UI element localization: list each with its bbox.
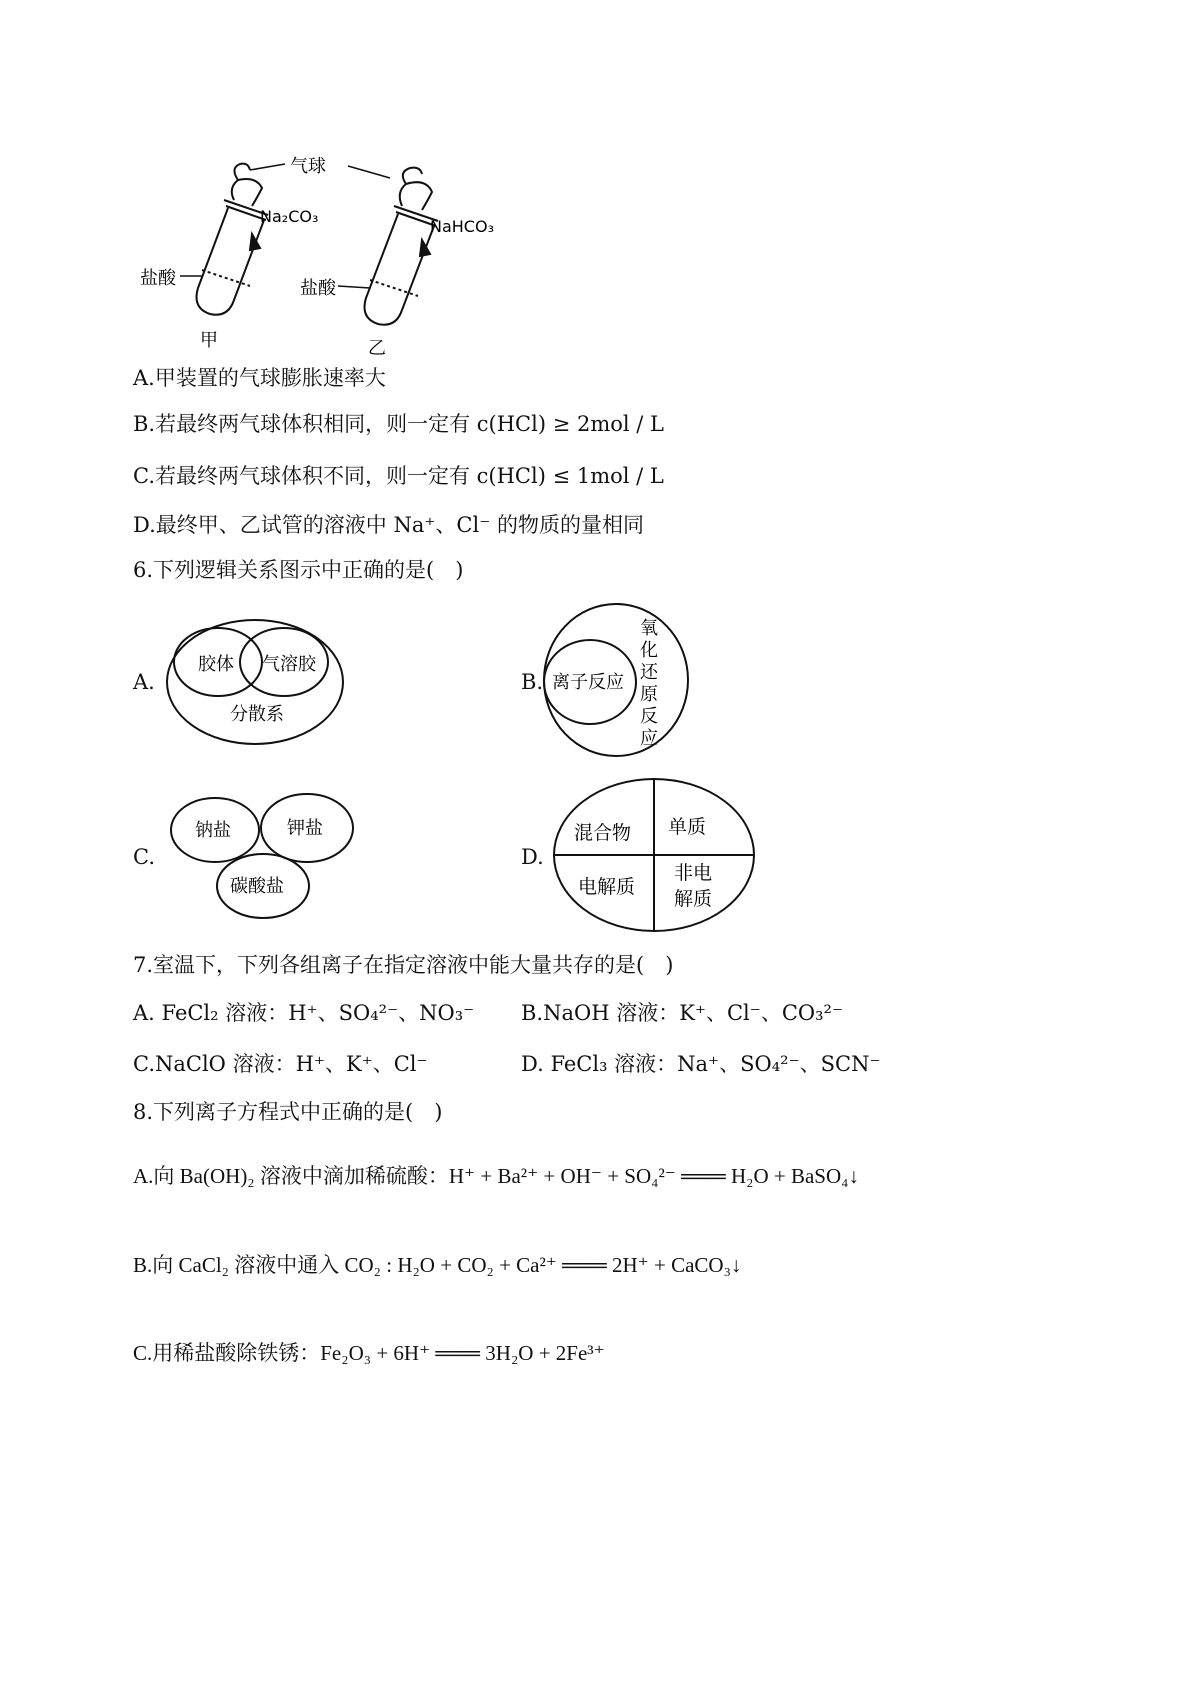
q8-option-c: C.用稀盐酸除铁锈：Fe₂O₃ + 6H⁺ ═══ 3H₂O + 2Fe³⁺ bbox=[133, 1341, 605, 1365]
q8-stem: 8.下列离子方程式中正确的是( ) bbox=[133, 1100, 443, 1124]
q6-b-label: B. bbox=[521, 670, 544, 694]
svg-text:氧: 氧 bbox=[640, 618, 658, 639]
nonelectrolyte-label-1: 非电 bbox=[674, 862, 713, 884]
svg-text:还: 还 bbox=[640, 662, 658, 683]
q7-stem: 7.室温下，下列各组离子在指定溶液中能大量共存的是( ) bbox=[133, 953, 674, 977]
na2co3-label: Na₂CO₃ bbox=[260, 207, 319, 226]
q7-option-c: C.NaClO 溶液：H⁺、K⁺、Cl⁻ bbox=[133, 1052, 428, 1076]
q6-stem: 6.下列逻辑关系图示中正确的是( ) bbox=[133, 558, 464, 582]
q6-d-label: D. bbox=[521, 845, 544, 869]
ionic-reaction-label: 离子反应 bbox=[552, 672, 624, 693]
svg-text:反: 反 bbox=[640, 706, 658, 727]
svg-text:原: 原 bbox=[640, 684, 658, 705]
element-label: 单质 bbox=[668, 816, 707, 838]
q6-diagram-d bbox=[550, 775, 760, 935]
acid-label-b: 盐酸 bbox=[300, 278, 336, 299]
dispersion-label: 分散系 bbox=[230, 704, 284, 725]
q6-c-label: C. bbox=[133, 845, 155, 869]
q6-diagram-c bbox=[165, 790, 360, 925]
acid-label-a: 盐酸 bbox=[140, 268, 176, 289]
sodium-salt-label: 钠盐 bbox=[195, 820, 231, 841]
tube-a bbox=[197, 164, 269, 315]
mixture-label: 混合物 bbox=[574, 822, 632, 844]
balloon-tube-figure bbox=[140, 148, 560, 358]
colloid-label: 胶体 bbox=[198, 654, 234, 675]
carbonate-label: 碳酸盐 bbox=[230, 876, 284, 897]
q6-a-label: A. bbox=[133, 670, 155, 694]
svg-text:应: 应 bbox=[640, 728, 658, 749]
q8-option-b: B.向 CaCl₂ 溶液中通入 CO₂ : H₂O + CO₂ + Ca²⁺ ═══ 2H⁺ + CaCO₃↓ bbox=[133, 1253, 742, 1277]
tube-b bbox=[365, 168, 439, 325]
svg-text:化: 化 bbox=[640, 640, 658, 661]
electrolyte-label: 电解质 bbox=[578, 876, 636, 898]
nonelectrolyte-label-2: 解质 bbox=[674, 888, 713, 910]
q6-diagram-a bbox=[160, 612, 350, 747]
q5-option-b: B.若最终两气球体积相同，则一定有 c(HCl) ≥ 2mol / L bbox=[133, 412, 664, 436]
tube-b-label: 乙 bbox=[368, 338, 386, 358]
tube-a-label: 甲 bbox=[200, 330, 218, 351]
q7-option-b: B.NaOH 溶液：K⁺、Cl⁻、CO₃²⁻ bbox=[521, 1001, 844, 1025]
aerosol-label: 气溶胶 bbox=[262, 654, 316, 675]
balloon-label: 气球 bbox=[290, 156, 326, 177]
q8-option-a: A.向 Ba(OH)₂ 溶液中滴加稀硫酸：H⁺ + Ba²⁺ + OH⁻ + SO₄²⁻ ═══ H₂O + BaSO₄↓ bbox=[133, 1164, 859, 1188]
potassium-salt-label: 钾盐 bbox=[287, 818, 323, 839]
q5-option-c: C.若最终两气球体积不同，则一定有 c(HCl) ≤ 1mol / L bbox=[133, 464, 664, 488]
q7-option-a: A. FeCl₂ 溶液：H⁺、SO₄²⁻、NO₃⁻ bbox=[133, 1001, 475, 1025]
redox-label bbox=[640, 618, 659, 749]
q6-diagram-b bbox=[538, 600, 693, 760]
q5-option-a: A.甲装置的气球膨胀速率大 bbox=[133, 366, 386, 390]
q7-option-d: D. FeCl₃ 溶液：Na⁺、SO₄²⁻、SCN⁻ bbox=[521, 1052, 881, 1076]
nahco3-label: NaHCO₃ bbox=[430, 217, 494, 236]
q5-option-d: D.最终甲、乙试管的溶液中 Na⁺、Cl⁻ 的物质的量相同 bbox=[133, 513, 644, 537]
